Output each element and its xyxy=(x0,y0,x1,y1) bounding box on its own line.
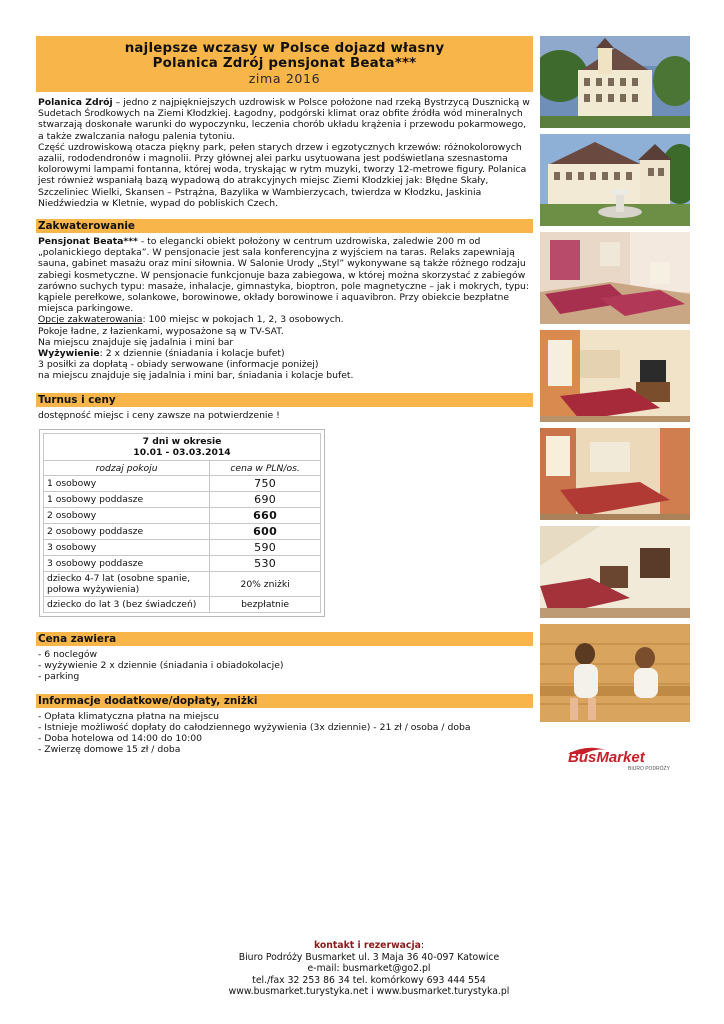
room-photo-3 xyxy=(540,428,690,520)
contact-email[interactable]: e-mail: busmarket@go2.pl xyxy=(307,963,431,974)
room-price: 20% zniżki xyxy=(210,572,321,597)
pension-name: Pensjonat Beata*** xyxy=(38,236,138,248)
sauna-photo xyxy=(540,624,690,722)
room-photo-4 xyxy=(540,526,690,618)
section-additional-info-title: Informacje dodatkowe/dopłaty, zniżki xyxy=(36,694,533,708)
contact-title: kontakt i rezerwacja xyxy=(313,940,421,951)
price-table-columns xyxy=(44,460,321,476)
offer-headline: najlepsze wczasy w Polsce dojazd własny xyxy=(124,41,445,56)
list-item: - wyżywienie 2 x dziennie (śniadania i obiadokolacje) xyxy=(38,660,284,672)
table-row xyxy=(44,508,321,524)
list-item: - parking xyxy=(38,671,80,683)
intro-paragraph-2: Część uzdrowiskową otacza piękny park, pełen starych drzew i egzotycznych krzewów: różnokolorowych azalii, rododendronów i magnolii. Przy głównej alei parku usytuowana jest podświetlana szesnastoma kolorowymi lampami fontanna, której woda, tryskając w rytm muzyki, tworzy 12-metrowe figury. Polanica jest również wspaniałą bazą wypadową do atrakcyjnych miejsc Ziemi Kłodzkiej jak: Błędne Skały, Szczeliniec Wielki, Skansen – Pstrążna, Bazylika w Wambierzycach, twierdza w Kłodzku, Jaskinia Niedźwiedzia w Kletnie, wypad do pobliskich Czech. xyxy=(38,141,527,209)
room-price: 750 xyxy=(210,476,321,492)
room-photo-2 xyxy=(540,330,690,422)
offer-hotel-name: Polanica Zdrój pensjonat Beata*** xyxy=(152,56,417,71)
logo-name: BusMarket xyxy=(568,749,645,766)
room-image-1 xyxy=(540,232,690,324)
contact-title-colon: : xyxy=(420,940,425,951)
intro-town-name: Polanica Zdrój xyxy=(38,97,113,108)
main-content xyxy=(36,36,533,755)
room-image-2 xyxy=(540,330,690,422)
section-prices-title: Turnus i ceny xyxy=(36,393,533,407)
accommodation-options-text: : 100 miejsc w pokojach 1, 2, 3 osobowych. xyxy=(142,314,344,326)
intro-section xyxy=(36,92,533,209)
contact-block xyxy=(208,940,530,998)
accommodation-options xyxy=(38,314,531,325)
accommodation-paragraph xyxy=(38,236,531,314)
logo-subtitle: BIURO PODRÓŻY xyxy=(628,766,670,772)
room-type: 1 osobowy xyxy=(44,476,210,492)
table-row xyxy=(44,476,321,492)
price-period-dates: 10.01 - 03.03.2014 xyxy=(133,446,231,458)
table-row xyxy=(44,540,321,556)
photo-column xyxy=(540,36,690,728)
dining-buffet-info: na miejscu znajduje się jadalnia i mini bar, śniadania i kolacje bufet. xyxy=(38,370,354,382)
list-item: - Zwierzę domowe 15 zł / doba xyxy=(38,744,181,756)
board-label: Wyżywienie xyxy=(38,348,100,360)
room-type: dziecko do lat 3 (bez świadczeń) xyxy=(44,597,210,613)
room-type: dziecko 4-7 lat (osobne spanie, połowa wyżywienia) xyxy=(44,572,210,597)
room-type: 3 osobowy poddasze xyxy=(44,556,210,572)
room-photo-1 xyxy=(540,232,690,324)
table-row xyxy=(44,556,321,572)
room-price: 600 xyxy=(210,524,321,540)
meals-extra-info: 3 posiłki za dopłatą - obiady serwowane (informacje poniżej) xyxy=(38,359,319,371)
sauna-image xyxy=(540,624,690,722)
price-table-frame xyxy=(39,429,325,617)
table-row xyxy=(44,597,321,613)
room-image-3 xyxy=(540,428,690,520)
hotel-exterior-photo-2 xyxy=(540,134,690,226)
table-row xyxy=(44,572,321,597)
price-table-header xyxy=(44,433,321,460)
room-type: 2 osobowy xyxy=(44,508,210,524)
list-item: - 6 noclegów xyxy=(38,649,98,661)
contact-phone: tel./fax 32 253 86 34 tel. komórkowy 693 444 554 xyxy=(252,974,486,986)
header-band xyxy=(36,36,533,92)
price-includes-list xyxy=(36,646,533,683)
price-period xyxy=(44,433,321,460)
room-image-4 xyxy=(540,526,690,618)
accommodation-options-label: Opcje zakwaterowania xyxy=(38,314,143,326)
room-price: 590 xyxy=(210,540,321,556)
board-text: : 2 x dziennie (śniadania i kolacje bufet) xyxy=(99,348,285,360)
intro-text-1: – jedno z najpiękniejszych uzdrowisk w Polsce położone nad rzeką Bystrzycą Dusznicką w Sudetach Środkowych na Ziemi Kłodzkiej. Łagodny, podgórski klimat oraz obfite źródła wód mineralnych stwarzają doskonałe warunki do wypoczynku, leczenia chorób układu krążenia i przewodu pokarmowego, a także zwalczania nałogu palenia tytoniu. xyxy=(38,97,530,142)
room-type: 1 osobowy poddasze xyxy=(44,492,210,508)
column-price: cena w PLN/os. xyxy=(210,460,321,476)
room-type: 3 osobowy xyxy=(44,540,210,556)
list-item: - Istnieje możliwość dopłaty do całodziennego wyżywienia (3x dziennie) - 21 zł / osoba / doba xyxy=(38,721,471,733)
room-type: 2 osobowy poddasze xyxy=(44,524,210,540)
intro-paragraph-1 xyxy=(38,97,531,142)
pension-description: - to elegancki obiekt położony w centrum uzdrowiska, zaledwie 200 m od „polanickiego deptaka”. W pensjonacie jest sala konferencyjna z wyjściem na taras. Relaks zapewniają sauna, gabinet masażu oraz mini siłownia. W Salonie Urody „Styl” wykonywane są także różnego rodzaju zabiegi kosmetyczne. W pensjonacie funkcjonuje baza zabiegowa, w której można skorzystać z zabiegów zarówno suchych typu: masaże, inhalacje, gimnastyka, bioptron, pole magnetyczne – jak i mokrych, typu: kąpiele perełkowe, solankowe, borowinowe, okłady borowinowe i aquavibron. Przy obiekcie bezpłatne miejsca parkingowe. xyxy=(38,236,530,315)
dining-info: Na miejscu znajduje się jadalnia i mini bar xyxy=(38,336,234,348)
hotel-fountain-image xyxy=(540,134,690,226)
section-accommodation-title: Zakwaterowanie xyxy=(36,219,533,233)
board-info xyxy=(38,348,531,359)
list-item: - Opłata klimatyczna płatna na miejscu xyxy=(38,710,219,722)
contact-title-line xyxy=(208,940,530,952)
table-row xyxy=(44,524,321,540)
accommodation-section xyxy=(36,233,533,382)
room-price: 660 xyxy=(210,508,321,524)
room-price: 690 xyxy=(210,492,321,508)
availability-note: dostępność miejsc i ceny zawsze na potwierdzenie ! xyxy=(38,409,280,421)
section-price-includes-title: Cena zawiera xyxy=(36,632,533,646)
rooms-info: Pokoje ładne, z łazienkami, wyposażone są w TV-SAT. xyxy=(38,325,284,337)
additional-info-list xyxy=(36,708,533,756)
contact-address: Biuro Podróży Busmarket ul. 3 Maja 36 40-097 Katowice xyxy=(238,951,500,963)
offer-season: zima 2016 xyxy=(248,71,321,86)
hotel-exterior-image xyxy=(540,36,690,128)
table-row xyxy=(44,492,321,508)
list-item: - Doba hotelowa od 14:00 do 10:00 xyxy=(38,733,202,745)
busmarket-logo xyxy=(566,742,678,772)
room-price: bezpłatnie xyxy=(210,597,321,613)
price-period-days: 7 dni w okresie xyxy=(142,435,222,447)
hotel-exterior-photo-1 xyxy=(540,36,690,128)
room-price: 530 xyxy=(210,556,321,572)
column-room-type: rodzaj pokoju xyxy=(44,460,210,476)
contact-websites[interactable]: www.busmarket.turystyka.net i www.busmarket.turystyka.pl xyxy=(228,986,510,997)
price-table xyxy=(43,433,321,613)
